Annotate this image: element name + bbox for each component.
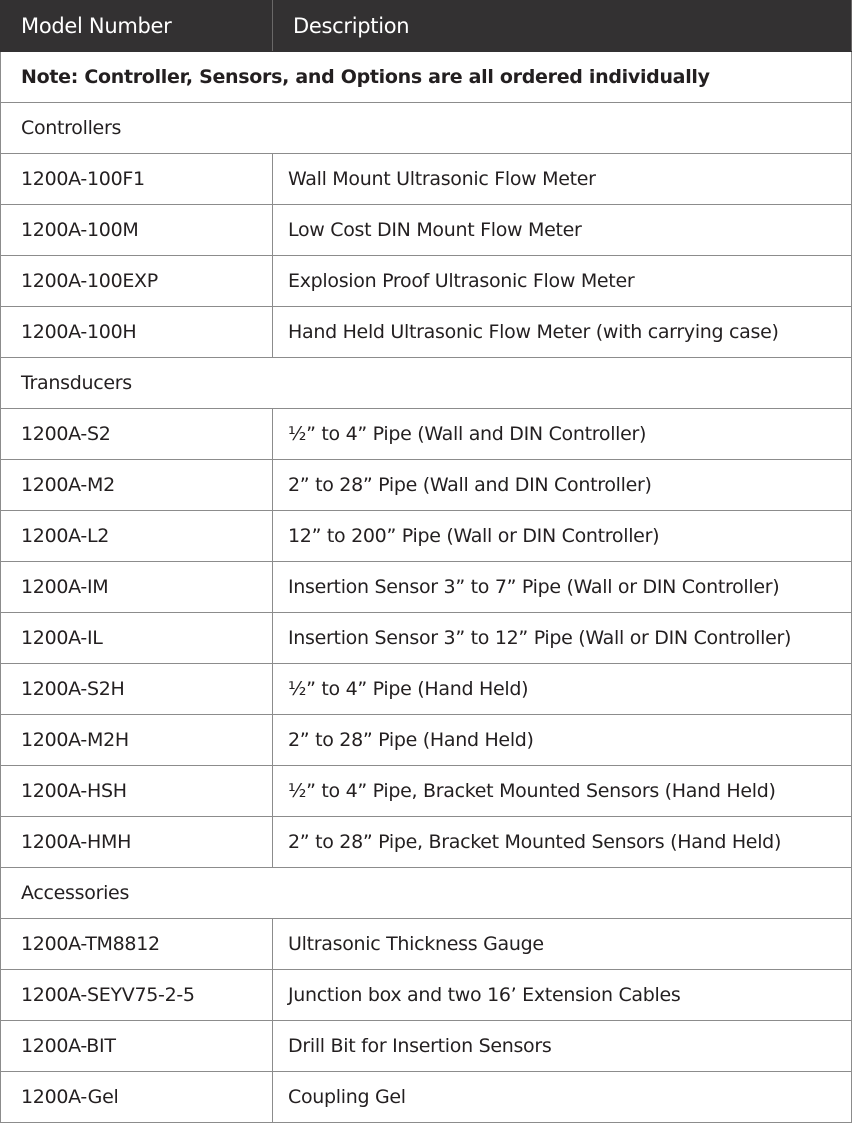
note-row (1, 52, 852, 103)
description-cell: Low Cost DIN Mount Flow Meter (273, 205, 852, 256)
description-cell: Explosion Proof Ultrasonic Flow Meter (273, 256, 852, 307)
model-number-cell: 1200A-HSH (1, 766, 273, 817)
description-cell: ½” to 4” Pipe (Hand Held) (273, 664, 852, 715)
model-number-cell: 1200A-100EXP (1, 256, 273, 307)
table-row (1, 205, 852, 256)
model-number-cell: 1200A-M2 (1, 460, 273, 511)
description-cell: Wall Mount Ultrasonic Flow Meter (273, 154, 852, 205)
table-row (1, 154, 852, 205)
description-cell: Junction box and two 16’ Extension Cables (273, 970, 852, 1021)
model-number-cell: 1200A-Gel (1, 1072, 273, 1123)
column-header-model-number: Model Number (1, 1, 273, 52)
model-number-cell: 1200A-S2 (1, 409, 273, 460)
table-row (1, 562, 852, 613)
model-number-cell: 1200A-100F1 (1, 154, 273, 205)
section-title: Controllers (1, 103, 852, 154)
model-number-cell: 1200A-BIT (1, 1021, 273, 1072)
model-number-cell: 1200A-S2H (1, 664, 273, 715)
model-number-cell: 1200A-L2 (1, 511, 273, 562)
description-cell: 12” to 200” Pipe (Wall or DIN Controller) (273, 511, 852, 562)
table-row (1, 919, 852, 970)
description-cell: Insertion Sensor 3” to 7” Pipe (Wall or DIN Controller) (273, 562, 852, 613)
description-cell: Hand Held Ultrasonic Flow Meter (with carrying case) (273, 307, 852, 358)
description-cell: Coupling Gel (273, 1072, 852, 1123)
ordering-note: Note: Controller, Sensors, and Options are all ordered individually (1, 52, 852, 103)
table-row (1, 970, 852, 1021)
model-number-cell: 1200A-SEYV75-2-5 (1, 970, 273, 1021)
column-header-description: Description (273, 1, 852, 52)
description-cell: Insertion Sensor 3” to 12” Pipe (Wall or DIN Controller) (273, 613, 852, 664)
section-row-transducers (1, 358, 852, 409)
table-row (1, 1021, 852, 1072)
table-row (1, 307, 852, 358)
model-number-cell: 1200A-HMH (1, 817, 273, 868)
description-cell: ½” to 4” Pipe, Bracket Mounted Sensors (Hand Held) (273, 766, 852, 817)
model-number-cell: 1200A-IL (1, 613, 273, 664)
table-row (1, 256, 852, 307)
section-row-accessories (1, 868, 852, 919)
model-number-cell: 1200A-TM8812 (1, 919, 273, 970)
model-number-cell: 1200A-100M (1, 205, 273, 256)
section-title: Accessories (1, 868, 852, 919)
model-number-cell: 1200A-100H (1, 307, 273, 358)
table-header-row (1, 1, 852, 52)
table-row (1, 817, 852, 868)
table-row (1, 766, 852, 817)
table-row (1, 409, 852, 460)
description-cell: 2” to 28” Pipe (Wall and DIN Controller) (273, 460, 852, 511)
description-cell: Ultrasonic Thickness Gauge (273, 919, 852, 970)
model-number-cell: 1200A-M2H (1, 715, 273, 766)
section-title: Transducers (1, 358, 852, 409)
description-cell: ½” to 4” Pipe (Wall and DIN Controller) (273, 409, 852, 460)
table-row (1, 460, 852, 511)
table-row (1, 1072, 852, 1123)
table-row (1, 664, 852, 715)
table-row (1, 715, 852, 766)
model-number-cell: 1200A-IM (1, 562, 273, 613)
table-row (1, 511, 852, 562)
description-cell: 2” to 28” Pipe, Bracket Mounted Sensors (Hand Held) (273, 817, 852, 868)
section-row-controllers (1, 103, 852, 154)
description-cell: Drill Bit for Insertion Sensors (273, 1021, 852, 1072)
table-row (1, 613, 852, 664)
description-cell: 2” to 28” Pipe (Hand Held) (273, 715, 852, 766)
